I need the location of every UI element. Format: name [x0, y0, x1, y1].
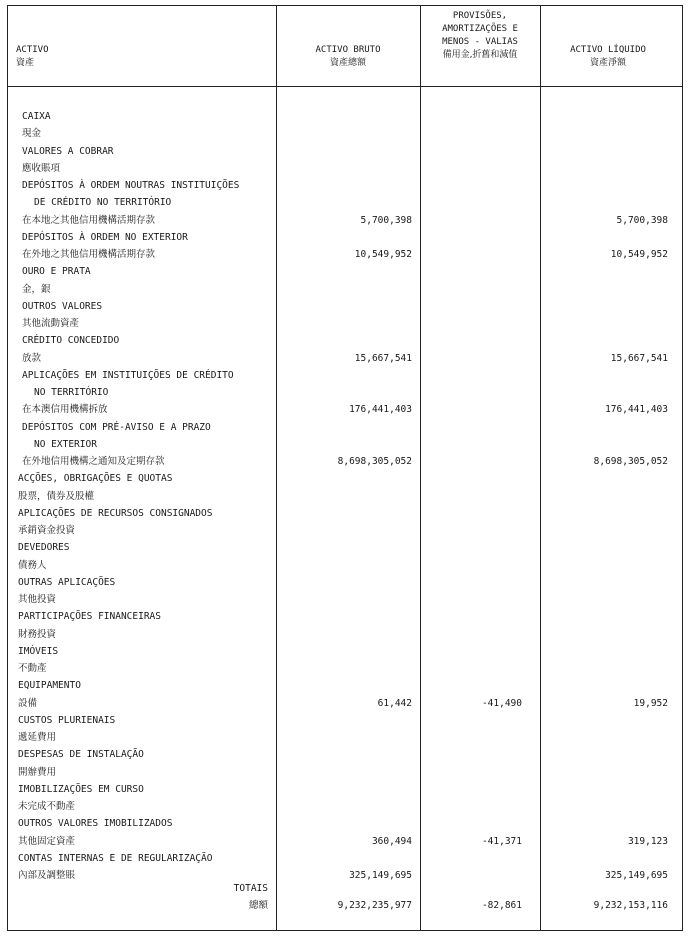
table-row	[8, 522, 684, 539]
table-row	[8, 729, 684, 746]
row-activo-bruto: 8,698,305,052	[337, 456, 412, 467]
row-label: 在本地之其他信用機構活期存款	[22, 214, 156, 226]
row-label: APLICAÇÕES EM INSTITUIÇÕES DE CRÉDITO	[22, 369, 234, 381]
table-row	[8, 505, 684, 522]
row-label: 未完成不動產	[18, 801, 76, 812]
row-provisoes: -41,371	[481, 835, 522, 847]
row-label: 應收賬項	[22, 162, 61, 174]
row-label: 內部及調整賬	[18, 870, 76, 881]
row-activo-liquido: 5,700,398	[616, 214, 668, 226]
totals-provisoes: -82,861	[481, 900, 522, 911]
row-label: 在外地之其他信用機構活期存款	[22, 249, 156, 260]
table-row	[8, 470, 684, 487]
row-activo-bruto: 10,549,952	[354, 249, 412, 260]
row-label: CONTAS INTERNAS E DE REGULARIZAÇÃO	[18, 852, 213, 864]
table-row	[8, 677, 684, 694]
table-row	[8, 833, 684, 850]
row-label: OUTROS VALORES	[22, 300, 103, 312]
totals-bruto: 9,232,235,977	[337, 900, 412, 911]
header-activo-zh: 資產	[16, 58, 35, 68]
header-activo-bruto-zh: 資產總額	[329, 58, 366, 68]
row-label: PARTICIPAÇÕES FINANCEIRAS	[18, 611, 161, 623]
table-row	[8, 746, 684, 763]
table-row	[8, 212, 684, 229]
row-label: 設備	[18, 697, 38, 709]
row-label: 承銷資金投資	[18, 525, 76, 536]
row-label: 其他流動資產	[22, 318, 80, 329]
table-row	[8, 143, 684, 160]
row-label: 在本澳信用機構拆放	[22, 404, 108, 416]
row-activo-liquido: 8,698,305,052	[593, 456, 668, 467]
row-label: 債務人	[18, 559, 47, 571]
header-activo-liquido-pt: ACTIVO LÍQUIDO	[570, 45, 646, 55]
table-row	[8, 350, 684, 367]
row-activo-liquido: 176,441,403	[605, 404, 668, 416]
header-activo	[16, 44, 49, 70]
row-label: NO EXTERIOR	[34, 438, 97, 450]
table-row	[8, 539, 684, 556]
table-row	[8, 643, 684, 660]
totals-row	[8, 897, 684, 914]
row-activo-bruto: 5,700,398	[360, 214, 412, 226]
table-row	[8, 367, 684, 384]
header-activo-liquido-zh: 資產淨額	[589, 58, 626, 68]
table-row	[8, 281, 684, 298]
row-provisoes: -41,490	[481, 697, 522, 709]
row-label: DEPÓSITOS À ORDEM NO EXTERIOR	[22, 231, 188, 243]
row-label: 遞延費用	[18, 732, 57, 743]
row-label: 在外地信用機構之通知及定期存款	[22, 456, 165, 467]
totals-label-zh: 總額	[248, 900, 268, 911]
row-activo-bruto: 61,442	[377, 697, 412, 709]
table-row	[8, 850, 684, 867]
row-activo-liquido: 15,667,541	[610, 352, 668, 364]
row-activo-bruto: 15,667,541	[354, 352, 412, 364]
totals-row-pt	[8, 880, 684, 897]
table-row	[8, 488, 684, 505]
header-provisoes-zh: 備用金,折舊和減值	[442, 50, 518, 60]
row-label: 放款	[22, 352, 42, 364]
table-row	[8, 315, 684, 332]
table-row	[8, 384, 684, 401]
table-row	[8, 246, 684, 263]
row-label: 其他投資	[18, 594, 57, 605]
table-row	[8, 574, 684, 591]
row-label: EQUIPAMENTO	[18, 680, 81, 692]
row-activo-bruto: 176,441,403	[349, 404, 412, 416]
row-label: 金，銀	[22, 283, 51, 295]
totals-label-pt: TOTAIS	[233, 883, 268, 894]
table-row	[8, 557, 684, 574]
row-label: DEPÓSITOS COM PRÉ-AVISO E A PRAZO	[22, 421, 211, 433]
table-row	[8, 815, 684, 832]
table-row	[8, 453, 684, 470]
table-row	[8, 160, 684, 177]
row-label: CAIXA	[22, 111, 51, 122]
table-row	[8, 764, 684, 781]
table-row	[8, 298, 684, 315]
row-label: ACÇÕES, OBRIGAÇÕES E QUOTAS	[18, 473, 173, 485]
row-activo-bruto: 360,494	[371, 835, 412, 847]
table-row	[8, 401, 684, 418]
row-label: DESPESAS DE INSTALAÇÃO	[18, 749, 144, 761]
table-row	[8, 591, 684, 608]
table-row	[8, 608, 684, 625]
row-label: OUTRAS APLICAÇÕES	[18, 576, 116, 588]
row-label: 不動產	[18, 663, 47, 674]
table-row	[8, 695, 684, 712]
table-row	[8, 660, 684, 677]
table-row	[8, 229, 684, 246]
table-row	[8, 194, 684, 211]
row-activo-liquido: 325,149,695	[605, 870, 668, 881]
table-row	[8, 263, 684, 280]
row-label: 股票，債券及股權	[18, 490, 95, 502]
header-activo-liquido	[548, 44, 668, 70]
header-provisoes-line3: MENOS - VALIAS	[442, 37, 518, 47]
row-label: OURO E PRATA	[22, 266, 91, 278]
header-divider	[8, 86, 682, 87]
row-label: APLICAÇÕES DE RECURSOS CONSIGNADOS	[18, 507, 213, 519]
row-label: DEPÓSITOS À ORDEM NOUTRAS INSTITUIÇÕES	[22, 180, 240, 191]
row-label: DEVEDORES	[18, 542, 70, 554]
table-row	[8, 419, 684, 436]
table-row	[8, 798, 684, 815]
row-activo-liquido: 19,952	[633, 697, 668, 709]
header-provisoes-line2: AMORTIZAÇÕES E	[442, 24, 518, 34]
row-label: 其他固定資產	[18, 835, 76, 847]
table-row	[8, 436, 684, 453]
row-activo-liquido: 10,549,952	[610, 249, 668, 260]
row-label: IMÓVEIS	[18, 645, 59, 657]
header-provisoes-line1: PROVISÕES,	[452, 11, 508, 21]
table-row	[8, 626, 684, 643]
row-label: 開辦費用	[18, 766, 57, 778]
header-provisoes	[420, 10, 540, 62]
row-label: NO TERRITÓRIO	[34, 387, 109, 398]
header-activo-bruto	[298, 44, 398, 70]
table-row	[8, 712, 684, 729]
totals-liquido: 9,232,153,116	[593, 900, 668, 911]
row-label: 財務投資	[18, 628, 57, 640]
row-activo-bruto: 325,149,695	[349, 870, 412, 881]
row-label: DE CRÉDITO NO TERRITÓRIO	[34, 197, 172, 209]
header-activo-pt: ACTIVO	[16, 45, 49, 55]
table-row	[8, 108, 684, 125]
table-row	[8, 177, 684, 194]
table-row	[8, 125, 684, 142]
row-label: OUTROS VALORES IMOBILIZADOS	[18, 818, 173, 830]
header-activo-bruto-pt: ACTIVO BRUTO	[315, 45, 381, 55]
row-activo-liquido: 319,123	[627, 835, 668, 847]
table-row	[8, 332, 684, 349]
row-label: CRÉDITO CONCEDIDO	[22, 335, 120, 347]
row-label: VALORES A COBRAR	[22, 145, 114, 157]
row-label: IMOBILIZAÇÕES EM CURSO	[18, 783, 144, 795]
table-row	[8, 781, 684, 798]
row-label: CUSTOS PLURIENAIS	[18, 714, 116, 726]
balance-sheet-table	[7, 5, 683, 931]
row-label: 現金	[22, 128, 42, 140]
